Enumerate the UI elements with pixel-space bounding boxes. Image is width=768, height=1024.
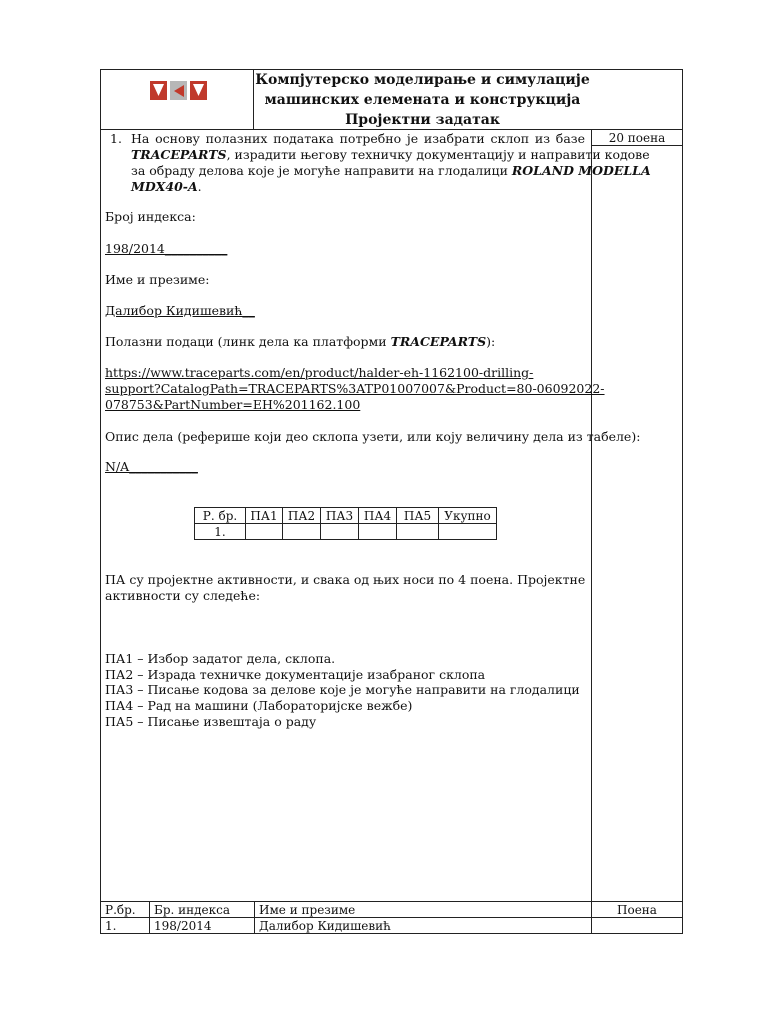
task-line-2 bbox=[131, 147, 650, 163]
task-line-4 bbox=[131, 179, 202, 195]
input-label-end: ): bbox=[486, 334, 496, 349]
footer-header-points: Поена bbox=[617, 903, 657, 917]
score-header-pa4: ПА4 bbox=[363, 509, 392, 523]
name-label: Име и презиме: bbox=[105, 272, 210, 287]
footer-col-divider-1 bbox=[149, 901, 150, 934]
task-roland-bold: ROLAND MODELLA bbox=[511, 163, 651, 178]
points-value: 20 поена bbox=[608, 131, 666, 145]
footer-header-name: Име и презиме bbox=[259, 903, 356, 917]
frame-left bbox=[100, 69, 101, 934]
score-header-pa5: ПА5 bbox=[403, 509, 432, 523]
traceparts-link-line-2[interactable]: support?CatalogPath=TRACEPARTS%3ATP01007007&Product=80-06092022- bbox=[105, 381, 605, 396]
name-value: Далибор Кидишевић__ bbox=[105, 303, 255, 318]
activity-item: ПА1 – Избор задатог дела, склопа. bbox=[105, 651, 336, 666]
input-data-label bbox=[105, 334, 495, 350]
score-header-total: Укупно bbox=[444, 509, 491, 523]
activities-intro-line-1: ПА су пројектне активности, и свака од њих носи по 4 поена. Пројектне bbox=[105, 572, 586, 587]
footer-header-rbr: Р.бр. bbox=[105, 903, 136, 917]
task-line-3-start: за обраду делова које је могуће направити на глодалици bbox=[131, 163, 512, 178]
task-number: 1. bbox=[110, 131, 122, 146]
footer-row-number: 1. bbox=[105, 919, 117, 933]
points-column-divider bbox=[591, 129, 592, 934]
description-value: N/A___________ bbox=[105, 459, 198, 474]
footer-row-name: Далибор Кидишевић bbox=[259, 919, 391, 933]
activity-item: ПА3 – Писање кодова за делове које је могуће направити на глодалици bbox=[105, 682, 580, 697]
university-logo bbox=[150, 80, 210, 102]
frame-right bbox=[682, 69, 683, 934]
activity-item: ПА4 – Рад на машини (Лабораторијске вежбе) bbox=[105, 698, 413, 713]
score-row-number: 1. bbox=[214, 525, 226, 539]
footer-col-divider-2 bbox=[254, 901, 255, 934]
index-value: 198/2014__________ bbox=[105, 241, 228, 256]
task-line-3 bbox=[131, 163, 651, 179]
task-traceparts-bold: TRACEPARTS bbox=[131, 147, 227, 162]
task-line-2-rest: , израдити његову техничку документацију и направити кодове bbox=[226, 147, 650, 162]
activities-intro-line-2: активности су следеће: bbox=[105, 588, 261, 603]
document-title-line-1: Компјутерско моделирање и симулације bbox=[255, 72, 590, 88]
score-header-pa1: ПА1 bbox=[250, 509, 278, 523]
index-label: Број индекса: bbox=[105, 209, 196, 224]
footer-row-index: 198/2014 bbox=[154, 919, 212, 933]
score-header-rbr: Р. бр. bbox=[202, 509, 238, 523]
task-line-1: На основу полазних података потребно је изабрати склоп из базе bbox=[131, 131, 585, 146]
description-label: Опис дела (реферише који део склопа узети, или коју величину дела из табеле): bbox=[105, 429, 641, 444]
score-header-pa2: ПА2 bbox=[287, 509, 316, 523]
task-line-4-rest: . bbox=[197, 179, 202, 194]
task-model-bold: MDX40-A bbox=[131, 179, 198, 194]
document-title-line-2: машинских елемената и конструкција bbox=[264, 92, 581, 108]
activity-item: ПА5 – Писање извештаја о раду bbox=[105, 714, 317, 729]
input-label-start: Полазни подаци (линк дела ка платформи bbox=[105, 334, 391, 349]
traceparts-link-line-1[interactable]: https://www.traceparts.com/en/product/halder-eh-1162100-drilling- bbox=[105, 365, 534, 380]
score-table bbox=[194, 507, 497, 540]
footer-header-index: Бр. индекса bbox=[154, 903, 230, 917]
traceparts-link-line-3[interactable]: 078753&PartNumber=EH%201162.100 bbox=[105, 397, 361, 412]
score-header-pa3: ПА3 bbox=[325, 509, 354, 523]
logo-arrows-graphic bbox=[150, 80, 210, 102]
document-title-line-3: Пројектни задатак bbox=[345, 112, 500, 128]
input-label-traceparts: TRACEPARTS bbox=[390, 334, 487, 349]
activity-item: ПА2 – Израда техничке документације изабраног склопа bbox=[105, 667, 486, 682]
